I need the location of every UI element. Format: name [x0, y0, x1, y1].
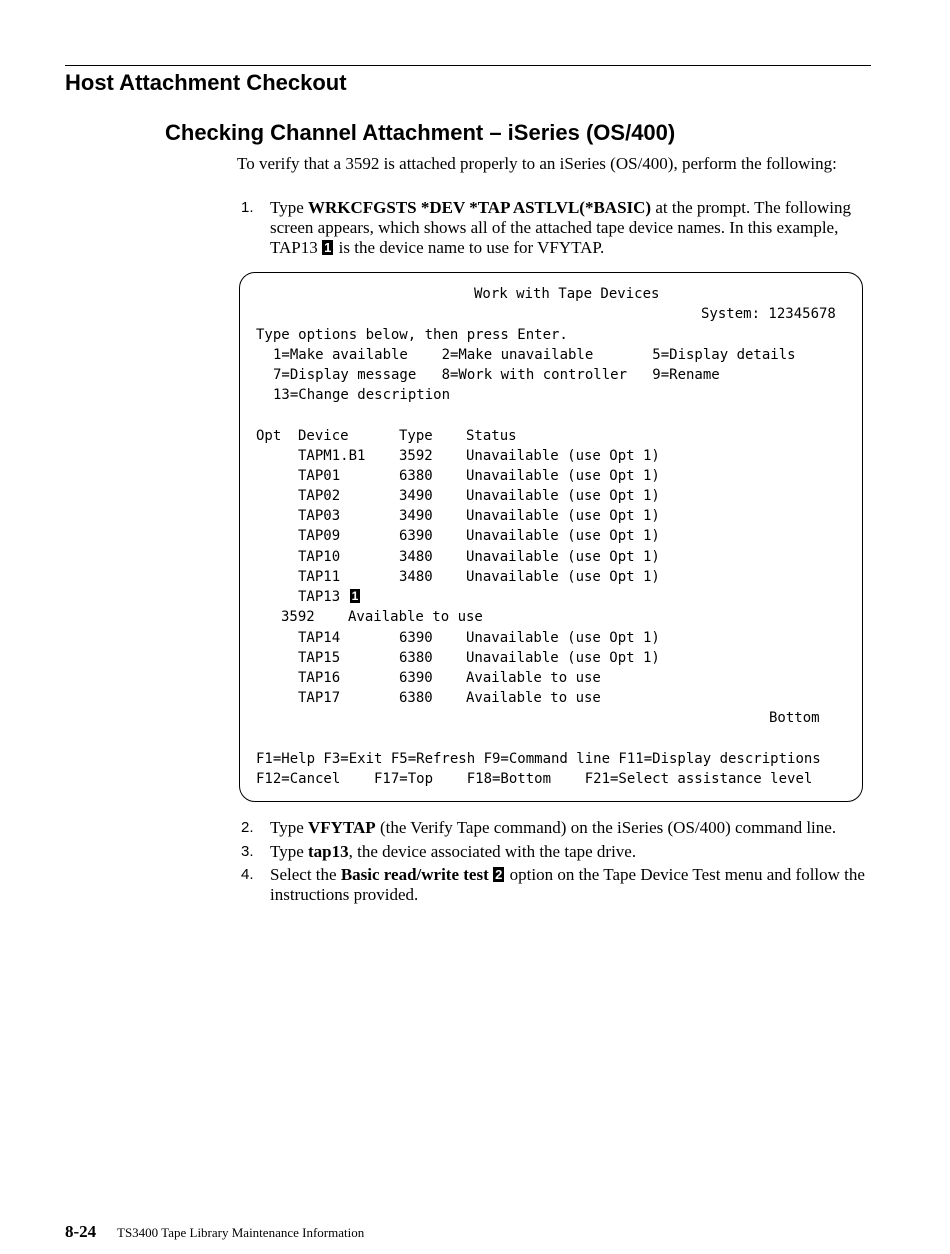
device-status: Available to use: [466, 690, 601, 706]
device-status: Unavailable (use Opt 1): [466, 569, 660, 585]
step-text: Type VFYTAP (the Verify Tape command) on the iSeries (OS/400) command line.: [270, 818, 837, 837]
page-number: 8-24: [65, 1222, 97, 1241]
device-status: Unavailable (use Opt 1): [466, 488, 660, 504]
device-status: Unavailable (use Opt 1): [466, 528, 660, 544]
callout-1: 1: [324, 240, 332, 255]
intro-paragraph: To verify that a 3592 is attached properly to an iSeries (OS/400), perform the following:: [237, 154, 837, 173]
header-device: Device: [298, 428, 349, 444]
device-name: TAP01: [298, 468, 341, 484]
device-name: TAP11: [298, 569, 341, 585]
device-type: 6390: [399, 670, 433, 686]
device-name: TAP15: [298, 650, 341, 666]
device-type: 3490: [399, 508, 433, 524]
device-type: 6380: [399, 468, 433, 484]
device-type: 6380: [399, 690, 433, 706]
subsection-title: Checking Channel Attachment – iSeries (OS/400): [165, 120, 676, 145]
header-status: Status: [466, 428, 517, 444]
device-type: 6380: [399, 650, 433, 666]
function-keys-line-2: F12=Cancel F17=Top F18=Bottom F21=Select assistance level: [256, 771, 813, 787]
device-name: TAP09: [298, 528, 341, 544]
device-type: 3592: [399, 448, 433, 464]
command-text: VFYTAP: [308, 818, 376, 837]
device-name: TAP16: [298, 670, 341, 686]
device-type: 6390: [399, 630, 433, 646]
header-rule: [65, 65, 871, 66]
book-title: TS3400 Tape Library Maintenance Information: [117, 1225, 365, 1240]
device-type: 6390: [399, 528, 433, 544]
step-text: Select the Basic read/write test 2 option on the Tape Device Test menu and follow the instructions provided.: [270, 865, 865, 904]
device-status: Unavailable (use Opt 1): [466, 549, 660, 565]
callout-2: 2: [495, 867, 503, 882]
command-text: WRKCFGSTS *DEV *TAP ASTLVL(*BASIC): [308, 198, 652, 217]
device-type: 3480: [399, 569, 433, 585]
device-type: 3480: [399, 549, 433, 565]
header-opt: Opt: [256, 428, 282, 444]
device-name: TAP17: [298, 690, 341, 706]
device-status: Unavailable (use Opt 1): [466, 630, 660, 646]
device-type: 3490: [399, 488, 433, 504]
options-line-1: 1=Make available 2=Make unavailable 5=Display details: [273, 347, 796, 363]
step-text: Type WRKCFGSTS *DEV *TAP ASTLVL(*BASIC) at the prompt. The following screen appears, which shows all of the attached tape device names. In this example, TAP13 1 is the device name to use for VFYTAP.: [270, 198, 851, 257]
device-name: TAP02: [298, 488, 341, 504]
step-number: 1.: [241, 199, 254, 216]
screen-title: Work with Tape Devices: [474, 286, 660, 302]
device-status: Unavailable (use Opt 1): [466, 468, 660, 484]
bottom-indicator: Bottom: [769, 710, 820, 726]
device-status: Unavailable (use Opt 1): [466, 508, 660, 524]
step-number: 2.: [241, 819, 254, 836]
device-type: 3592: [281, 609, 315, 625]
options-line-3: 13=Change description: [273, 387, 451, 403]
options-line-2: 7=Display message 8=Work with controller 9=Rename: [273, 367, 720, 383]
terminal-screen: [239, 272, 863, 802]
section-title: Host Attachment Checkout: [65, 70, 347, 95]
option-name: Basic read/write test: [340, 865, 489, 884]
device-name: TAPM1.B1: [298, 448, 366, 464]
command-text: tap13: [308, 842, 349, 861]
header-type: Type: [399, 428, 433, 444]
step-number: 3.: [241, 843, 254, 860]
step-number: 4.: [241, 866, 254, 883]
step-text: Type tap13, the device associated with the tape drive.: [270, 842, 637, 861]
system-id: System: 12345678: [701, 306, 836, 322]
device-status: Unavailable (use Opt 1): [466, 448, 660, 464]
screen-instruction: Type options below, then press Enter.: [256, 327, 568, 343]
device-status: Available to use: [348, 609, 483, 625]
device-status: Available to use: [466, 670, 601, 686]
function-keys-line-1: F1=Help F3=Exit F5=Refresh F9=Command line F11=Display descriptions: [256, 751, 821, 767]
callout-1: 1: [351, 589, 359, 603]
device-name: TAP14: [298, 630, 341, 646]
device-status: Unavailable (use Opt 1): [466, 650, 660, 666]
device-name: TAP03: [298, 508, 341, 524]
device-name-tap13: TAP13 1: [298, 589, 359, 605]
device-name: TAP10: [298, 549, 341, 565]
